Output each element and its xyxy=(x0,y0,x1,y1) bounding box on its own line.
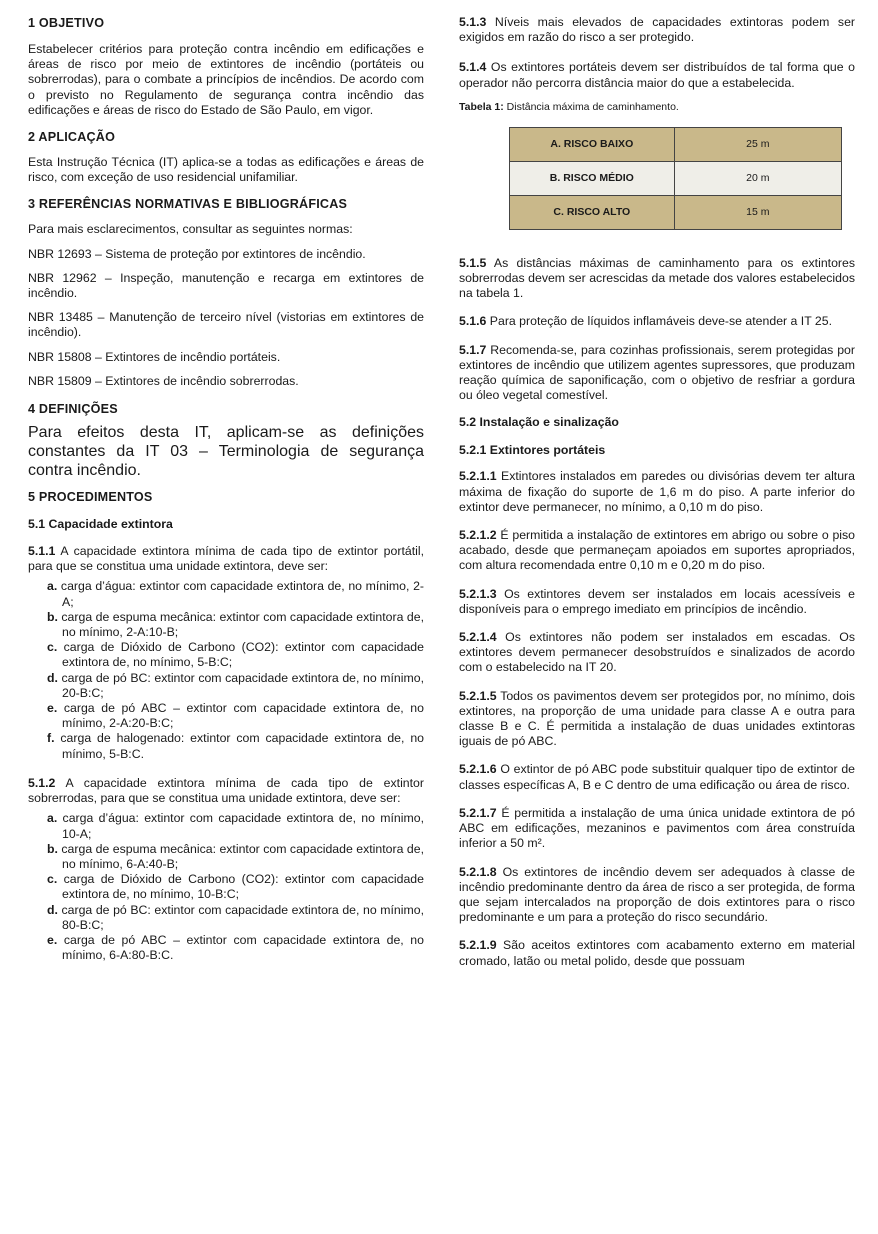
paragraph-number: 5.1.1 xyxy=(28,544,56,559)
paragraph-5-2-1-2 xyxy=(459,528,855,574)
list-item-text: carga de pó ABC – extintor com capacidade extintora de, no mínimo, 6-A:80-B:C. xyxy=(57,932,424,963)
paragraph-text: São aceitos extintores com acabamento externo em material cromado, latão ou metal polido, desde que possuam xyxy=(459,938,855,968)
section-title-procedimentos: 5 PROCEDIMENTOS xyxy=(28,490,153,505)
paragraph-text: Níveis mais elevados de capacidades extintoras podem ser exigidos em razão do risco a ser protegido. xyxy=(459,15,855,45)
paragraph-5-2-1-4 xyxy=(459,630,855,676)
paragraph-number: 5.1.4 xyxy=(459,60,487,75)
paragraph-text: Os extintores de incêndio devem ser adequados à classe de incêndio predominante dentro da área de risco a ser protegida, de forma que sejam intercalados na proporção de dois extintores para o risco predominante e um para a proteção do risco secundário. xyxy=(459,864,855,925)
list-marker: c. xyxy=(47,872,58,887)
paragraph-number: 5.1.3 xyxy=(459,15,487,29)
section-title-objetivo: 1 OBJETIVO xyxy=(28,16,105,30)
list-item xyxy=(28,872,424,902)
paragraph-text: É permitida a instalação de extintores em abrigo ou sobre o piso acabado, desde que permaneçam apoiados em suportes apropriados, com altura recomendada entre 0,10 m e 0,20 m do piso. xyxy=(459,528,855,573)
list-item xyxy=(28,903,424,933)
list-marker: c. xyxy=(47,640,58,655)
paragraph-text: A capacidade extintora mínima de cada tipo de extintor portátil, para que se constitua uma unidade extintora, deve ser: xyxy=(28,544,424,574)
paragraph-5-1-7 xyxy=(459,343,855,404)
paragraph-number: 5.2.1.3 xyxy=(459,586,497,601)
paragraph-number: 5.1.7 xyxy=(459,342,487,357)
paragraph-number: 5.1.5 xyxy=(459,255,487,270)
reference-item: NBR 12962 – Inspeção, manutenção e recarga em extintores de incêndio. xyxy=(28,270,424,301)
section-title-referencias: 3 REFERÊNCIAS NORMATIVAS E BIBLIOGRÁFICAS xyxy=(28,197,348,212)
paragraph-text: Extintores instalados em paredes ou divisórias devem ter altura máxima de fixação do suporte de 1,6 m do piso. A parte inferior do extintor deve permanecer, no mínimo, a 0,10 m do piso. xyxy=(459,469,855,514)
list-marker: a. xyxy=(47,579,58,594)
list-item-text: carga de Dióxido de Carbono (CO2): extintor com capacidade extintora de, no mínimo, 10-B:C; xyxy=(57,872,424,902)
paragraph-5-2-1-9 xyxy=(459,938,855,968)
list-marker: e. xyxy=(47,701,58,716)
paragraph-text: Os extintores portáteis devem ser distribuídos de tal forma que o operador não percorra distância maior do que a estabelecida. xyxy=(459,60,855,90)
table-cell-risk: A. RISCO BAIXO xyxy=(510,127,675,161)
list-marker: b. xyxy=(47,841,58,856)
paragraph-text: O extintor de pó ABC pode substituir qualquer tipo de extintor de classes específicas A, B e C dentro de uma edificação ou área de risco. xyxy=(459,762,855,792)
paragraph-referencias-intro: Para mais esclarecimentos, consultar as seguintes normas: xyxy=(28,222,353,237)
list-item-text: carga de pó ABC – extintor com capacidade extintora de, no mínimo, 2-A:20-B:C; xyxy=(57,701,424,731)
paragraph-number: 5.2.1.9 xyxy=(459,938,497,953)
list-item-text: carga de espuma mecânica: extintor com capacidade extintora de, no mínimo, 6-A:40-B; xyxy=(57,841,424,871)
list-sobrerrodas xyxy=(28,811,424,963)
table-cell-distance: 20 m xyxy=(674,161,841,195)
paragraph-5-2-1-8 xyxy=(459,865,855,926)
list-item-text: carga d’água: extintor com capacidade extintora de, no mínimo, 10-A; xyxy=(57,811,424,841)
reference-item: NBR 13485 – Manutenção de terceiro nível (vistorias em extintores de incêndio). xyxy=(28,310,424,340)
paragraph-text: Para proteção de líquidos inflamáveis deve-se atender a IT 25. xyxy=(486,314,833,329)
paragraph-5-2-1-7 xyxy=(459,806,855,852)
paragraph-text: A capacidade extintora mínima de cada tipo de extintor sobrerrodas, para que se constitua uma unidade extintora, deve ser: xyxy=(28,775,424,806)
reference-item: NBR 15808 – Extintores de incêndio portáteis. xyxy=(28,349,281,364)
list-portateis xyxy=(28,579,424,761)
paragraph-5-2-1-3 xyxy=(459,587,855,617)
list-item xyxy=(28,640,424,670)
section-title-definicoes: 4 DEFINIÇÕES xyxy=(28,402,118,417)
paragraph-5-1-6 xyxy=(459,314,855,329)
paragraph-text: Recomenda-se, para cozinhas profissionais, serem protegidas por extintores de incêndio que utilizem agentes supressores, que produzam reação química de saponificação, com o objetivo de resfriar a gordura ou óleo vegetal comestível. xyxy=(459,342,855,403)
subsection-title-instalacao: 5.2 Instalação e sinalização xyxy=(459,415,619,430)
table-caption xyxy=(459,101,855,113)
paragraph-number: 5.2.1.7 xyxy=(459,805,497,820)
paragraph-5-1-3 xyxy=(459,15,855,45)
table-row xyxy=(510,161,842,195)
table-row xyxy=(510,195,842,229)
table-caption-text: Distância máxima de caminhamento. xyxy=(503,100,679,113)
paragraph-text: As distâncias máximas de caminhamento para os extintores sobrerrodas devem ser acrescidas da metade dos valores estabelecidos na tabela 1. xyxy=(459,255,855,301)
paragraph-number: 5.1.2 xyxy=(28,775,56,790)
list-item xyxy=(28,579,424,609)
list-item xyxy=(28,610,424,640)
list-marker: a. xyxy=(47,811,58,826)
list-item xyxy=(28,842,424,872)
section-title-aplicacao: 2 APLICAÇÃO xyxy=(28,130,116,145)
table-cell-risk: C. RISCO ALTO xyxy=(510,195,675,229)
paragraph-definicoes: Para efeitos desta IT, aplicam-se as definições constantes da IT 03 – Terminologia de segurança contra incêndio. xyxy=(28,424,424,480)
list-marker: f. xyxy=(47,731,55,746)
paragraph-5-1-4 xyxy=(459,60,855,90)
left-column xyxy=(28,10,424,963)
reference-item: NBR 15809 – Extintores de incêndio sobrerrodas. xyxy=(28,373,299,388)
list-item xyxy=(28,731,424,761)
table-cell-risk: B. RISCO MÉDIO xyxy=(510,161,675,195)
list-marker: e. xyxy=(47,932,58,947)
paragraph-5-2-1-5 xyxy=(459,689,855,750)
list-item-text: carga de Dióxido de Carbono (CO2): extintor com capacidade extintora de, no mínimo, 5-B:C; xyxy=(57,640,424,670)
list-item-text: carga de pó BC: extintor com capacidade extintora de, no mínimo, 20-B:C; xyxy=(57,670,424,700)
paragraph-text: Todos os pavimentos devem ser protegidos por, no mínimo, dois extintores, na proporção de uma unidade para classe A e outra para classe B e C. É permitida a instalação de duas unidades extintoras iguais de pó ABC. xyxy=(459,688,855,749)
list-item-text: carga de espuma mecânica: extintor com capacidade extintora de, no mínimo, 2-A:10-B; xyxy=(57,609,424,640)
paragraph-5-2-1-1 xyxy=(459,469,855,515)
paragraph-text: Os extintores devem ser instalados em locais acessíveis e disponíveis para o emprego imediato em princípios de incêndio. xyxy=(459,586,855,616)
table-caption-label: Tabela 1: xyxy=(459,100,504,113)
paragraph-number: 5.2.1.2 xyxy=(459,528,497,543)
table-row xyxy=(510,127,842,161)
list-marker: b. xyxy=(47,609,58,624)
paragraph-5-1-1 xyxy=(28,544,424,574)
paragraph-number: 5.2.1.8 xyxy=(459,864,497,879)
list-marker: d. xyxy=(47,902,58,917)
paragraph-text: Os extintores não podem ser instalados em escadas. Os extintores devem permanecer desobstruídos e sinalizados de acordo com o estabelecido na IT 20. xyxy=(459,630,855,675)
paragraph-number: 5.2.1.5 xyxy=(459,688,497,703)
paragraph-number: 5.2.1.6 xyxy=(459,762,497,777)
list-marker: d. xyxy=(47,670,58,685)
list-item-text: carga de pó BC: extintor com capacidade extintora de, no mínimo, 80-B:C; xyxy=(57,902,424,932)
paragraph-number: 5.2.1.4 xyxy=(459,630,497,645)
list-item-text: carga d’água: extintor com capacidade extintora de, no mínimo, 2-A; xyxy=(57,579,424,609)
paragraph-5-1-5 xyxy=(459,256,855,302)
paragraph-objetivo: Estabelecer critérios para proteção contra incêndio em edificações e áreas de risco por meio de extintores de incêndio (portáteis ou sobrerrodas), para o combate a princípios de incêndios. De acordo com o previsto no Regulamento de segurança contra incêndio das edificações e áreas de risco do Estado de São Paulo, em vigor. xyxy=(28,42,424,117)
table-cell-distance: 25 m xyxy=(674,127,841,161)
paragraph-5-1-2 xyxy=(28,776,424,806)
subsection-title-capacidade: 5.1 Capacidade extintora xyxy=(28,517,173,532)
right-column xyxy=(459,10,855,969)
reference-item: NBR 12693 – Sistema de proteção por extintores de incêndio. xyxy=(28,246,366,261)
table-wrapper xyxy=(459,127,855,247)
paragraph-5-2-1-6 xyxy=(459,762,855,792)
table-cell-distance: 15 m xyxy=(674,195,841,229)
list-item-text: carga de halogenado: extintor com capacidade extintora de, no mínimo, 5-B:C. xyxy=(54,731,424,761)
list-item xyxy=(28,671,424,701)
list-item xyxy=(28,811,424,841)
distance-table xyxy=(509,127,842,230)
subsection-title-portateis: 5.2.1 Extintores portáteis xyxy=(459,443,606,458)
paragraph-number: 5.2.1.1 xyxy=(459,469,497,484)
paragraph-number: 5.1.6 xyxy=(459,314,487,329)
paragraph-aplicacao: Esta Instrução Técnica (IT) aplica-se a todas as edificações e áreas de risco, com exceção de uso residencial unifamiliar. xyxy=(28,155,424,185)
list-item xyxy=(28,933,424,963)
list-item xyxy=(28,701,424,731)
paragraph-text: É permitida a instalação de uma única unidade extintora de pó ABC em edificações, mezaninos e pavimentos com área construída inferior a 50 m². xyxy=(459,805,855,851)
